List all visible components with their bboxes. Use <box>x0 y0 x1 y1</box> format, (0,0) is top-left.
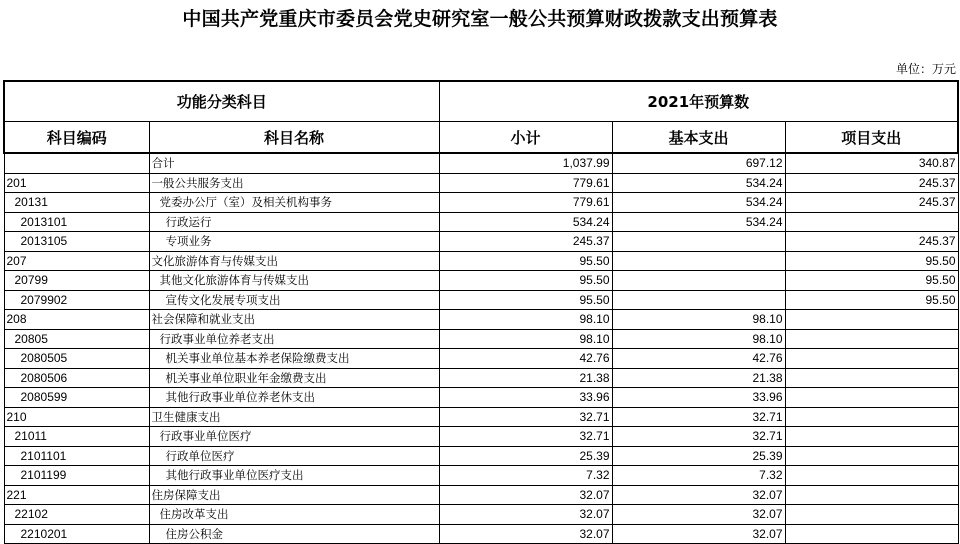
cell-name: 住房改革支出 <box>149 505 439 525</box>
cell-code: 2080599 <box>4 388 149 408</box>
cell-code: 207 <box>4 251 149 271</box>
cell-name: 机关事业单位基本养老保险缴费支出 <box>149 349 439 369</box>
cell-code: 208 <box>4 310 149 330</box>
cell-name: 行政事业单位养老支出 <box>149 329 439 349</box>
cell-code: 221 <box>4 485 149 505</box>
cell-project <box>785 368 958 388</box>
table-row <box>4 251 958 271</box>
cell-total: 32.07 <box>439 505 612 525</box>
header-name: 科目名称 <box>149 122 439 154</box>
cell-name: 行政事业单位医疗 <box>149 427 439 447</box>
page-title: 中国共产党重庆市委员会党史研究室一般公共预算财政拨款支出预算表 <box>182 8 778 30</box>
table-row <box>4 290 958 310</box>
cell-basic: 25.39 <box>612 446 785 466</box>
header-row-columns <box>4 122 958 154</box>
cell-project <box>785 407 958 427</box>
cell-code: 20805 <box>4 329 149 349</box>
table-row <box>4 153 958 173</box>
cell-code: 2013105 <box>4 232 149 252</box>
cell-total: 1,037.99 <box>439 153 612 173</box>
cell-project <box>785 310 958 330</box>
table-row <box>4 271 958 291</box>
table-row <box>4 427 958 447</box>
header-project: 项目支出 <box>785 122 958 154</box>
cell-project <box>785 427 958 447</box>
table-row <box>4 485 958 505</box>
cell-project <box>785 388 958 408</box>
table-row <box>4 505 958 525</box>
unit-label: 单位：万元 <box>895 62 956 76</box>
budget-table <box>3 80 959 544</box>
cell-name: 行政单位医疗 <box>149 446 439 466</box>
cell-project: 245.37 <box>785 232 958 252</box>
cell-total: 779.61 <box>439 173 612 193</box>
table-row <box>4 446 958 466</box>
cell-total: 33.96 <box>439 388 612 408</box>
cell-basic: 534.24 <box>612 212 785 232</box>
header-code: 科目编码 <box>4 122 149 154</box>
header-functional-category: 功能分类科目 <box>4 81 439 122</box>
cell-code: 2079902 <box>4 290 149 310</box>
cell-code: 21011 <box>4 427 149 447</box>
cell-project <box>785 466 958 486</box>
cell-basic: 98.10 <box>612 310 785 330</box>
cell-total: 32.71 <box>439 407 612 427</box>
cell-name: 机关事业单位职业年金缴费支出 <box>149 368 439 388</box>
cell-total: 21.38 <box>439 368 612 388</box>
cell-project <box>785 329 958 349</box>
cell-basic <box>612 251 785 271</box>
cell-basic: 534.24 <box>612 173 785 193</box>
cell-project <box>785 349 958 369</box>
table-row <box>4 173 958 193</box>
cell-name: 党委办公厅（室）及相关机构事务 <box>149 193 439 213</box>
cell-code: 20131 <box>4 193 149 213</box>
cell-basic: 697.12 <box>612 153 785 173</box>
cell-code: 2080505 <box>4 349 149 369</box>
cell-project: 95.50 <box>785 271 958 291</box>
cell-name: 住房保障支出 <box>149 485 439 505</box>
table-row <box>4 466 958 486</box>
cell-name: 其他行政事业单位医疗支出 <box>149 466 439 486</box>
cell-name: 专项业务 <box>149 232 439 252</box>
cell-code: 2210201 <box>4 524 149 544</box>
cell-name: 社会保障和就业支出 <box>149 310 439 330</box>
cell-total: 32.71 <box>439 427 612 447</box>
cell-project: 245.37 <box>785 193 958 213</box>
table-row <box>4 329 958 349</box>
cell-basic: 32.07 <box>612 524 785 544</box>
cell-name: 合计 <box>149 153 439 173</box>
cell-basic: 33.96 <box>612 388 785 408</box>
cell-total: 245.37 <box>439 232 612 252</box>
cell-project <box>785 485 958 505</box>
cell-name: 行政运行 <box>149 212 439 232</box>
table-row <box>4 388 958 408</box>
table-body <box>4 153 958 544</box>
cell-name: 文化旅游体育与传媒支出 <box>149 251 439 271</box>
cell-basic: 32.71 <box>612 407 785 427</box>
cell-total: 32.07 <box>439 485 612 505</box>
table-row <box>4 310 958 330</box>
cell-total: 32.07 <box>439 524 612 544</box>
table-row <box>4 349 958 369</box>
cell-name: 其他行政事业单位养老休支出 <box>149 388 439 408</box>
cell-code: 20799 <box>4 271 149 291</box>
header-budget-year: 2021年预算数 <box>439 81 958 122</box>
cell-code: 2080506 <box>4 368 149 388</box>
cell-total: 25.39 <box>439 446 612 466</box>
table-row <box>4 524 958 544</box>
cell-project <box>785 446 958 466</box>
cell-basic <box>612 271 785 291</box>
cell-name: 一般公共服务支出 <box>149 173 439 193</box>
cell-project <box>785 212 958 232</box>
cell-basic: 534.24 <box>612 193 785 213</box>
header-basic: 基本支出 <box>612 122 785 154</box>
cell-code: 2101101 <box>4 446 149 466</box>
cell-project <box>785 524 958 544</box>
cell-basic: 42.76 <box>612 349 785 369</box>
cell-total: 95.50 <box>439 271 612 291</box>
cell-name: 住房公积金 <box>149 524 439 544</box>
table-header <box>4 81 958 153</box>
cell-code: 210 <box>4 407 149 427</box>
cell-name: 宣传文化发展专项支出 <box>149 290 439 310</box>
header-total: 小计 <box>439 122 612 154</box>
cell-basic: 32.07 <box>612 485 785 505</box>
cell-project: 95.50 <box>785 251 958 271</box>
cell-basic <box>612 232 785 252</box>
cell-total: 95.50 <box>439 290 612 310</box>
cell-basic: 32.07 <box>612 505 785 525</box>
cell-total: 98.10 <box>439 329 612 349</box>
table-row <box>4 368 958 388</box>
cell-total: 42.76 <box>439 349 612 369</box>
cell-project: 340.87 <box>785 153 958 173</box>
header-row-group <box>4 81 958 122</box>
cell-basic <box>612 290 785 310</box>
cell-project: 95.50 <box>785 290 958 310</box>
cell-total: 98.10 <box>439 310 612 330</box>
cell-code: 2101199 <box>4 466 149 486</box>
cell-basic: 21.38 <box>612 368 785 388</box>
cell-total: 7.32 <box>439 466 612 486</box>
table-row <box>4 232 958 252</box>
cell-name: 卫生健康支出 <box>149 407 439 427</box>
cell-basic: 7.32 <box>612 466 785 486</box>
cell-total: 534.24 <box>439 212 612 232</box>
cell-project: 245.37 <box>785 173 958 193</box>
cell-code: 2013101 <box>4 212 149 232</box>
cell-name: 其他文化旅游体育与传媒支出 <box>149 271 439 291</box>
cell-code: 22102 <box>4 505 149 525</box>
cell-total: 779.61 <box>439 193 612 213</box>
cell-code <box>4 153 149 173</box>
table-row <box>4 407 958 427</box>
table-row <box>4 193 958 213</box>
cell-project <box>785 505 958 525</box>
cell-code: 201 <box>4 173 149 193</box>
cell-basic: 98.10 <box>612 329 785 349</box>
table-row <box>4 212 958 232</box>
cell-total: 95.50 <box>439 251 612 271</box>
cell-basic: 32.71 <box>612 427 785 447</box>
